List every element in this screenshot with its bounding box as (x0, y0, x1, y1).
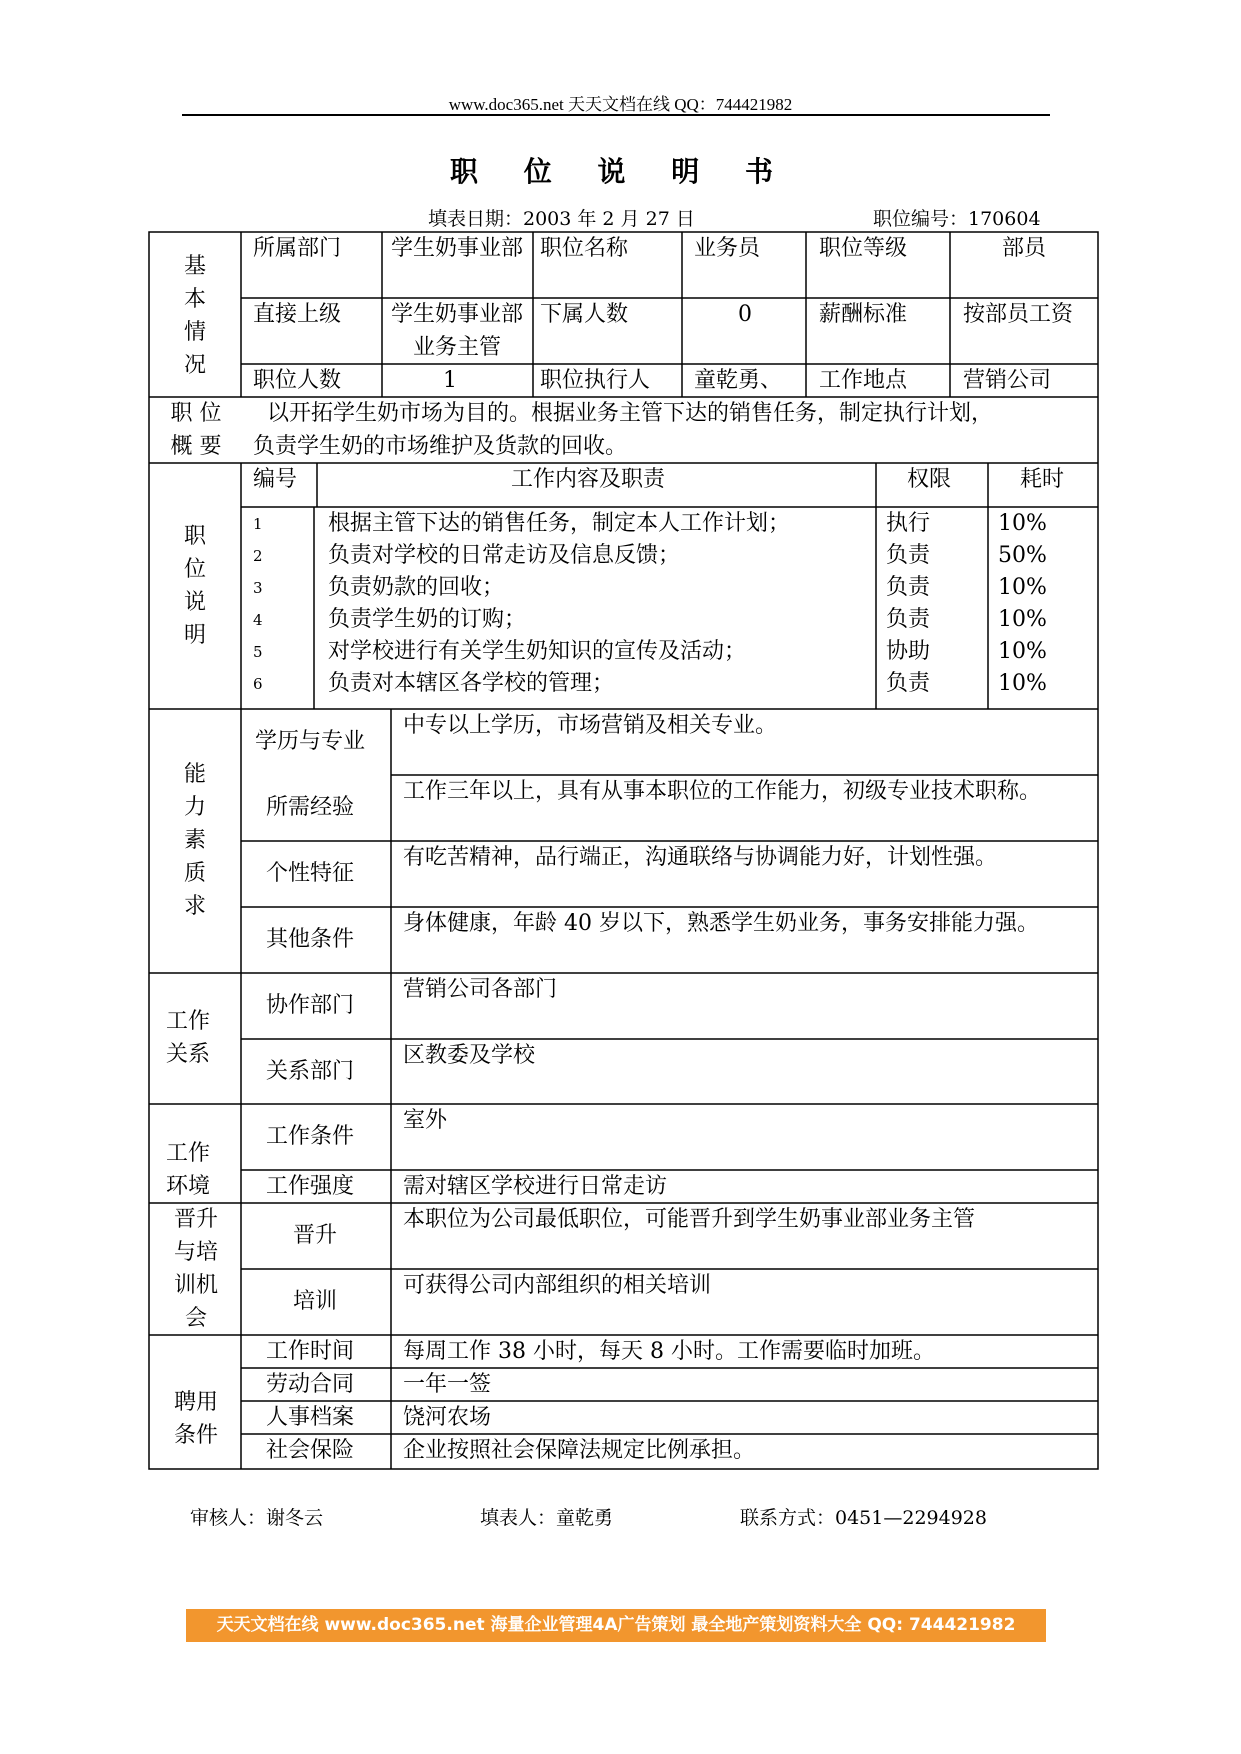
promotion-row-label: 晋升 (293, 1223, 338, 1248)
duty-no: 6 (253, 675, 263, 693)
ability-row-value: 工作三年以上，具有从事本职位的工作能力，初级专业技术职称。 (403, 779, 1042, 804)
environment-row-value: 需对辖区学校进行日常走访 (403, 1174, 668, 1199)
duty-content: 负责对本辖区各学校的管理； (328, 671, 615, 696)
salary-value: 按部员工资 (963, 302, 1074, 327)
promotion-label: 晋升与培训机会 (173, 1207, 218, 1331)
position-level-value: 部员 (1002, 236, 1047, 261)
summary-line-1: 以开拓学生奶市场为目的。根据业务主管下达的销售任务，制定执行计划， (267, 401, 994, 426)
duty-no: 4 (253, 611, 263, 629)
duties-header-time: 耗时 (1020, 467, 1065, 492)
duty-content: 负责学生奶的订购； (328, 607, 527, 632)
employment-row-label: 人事档案 (266, 1405, 355, 1430)
ability-row-label: 所需经验 (266, 795, 355, 820)
duty-time: 50% (998, 543, 1047, 568)
environment-row-label: 工作条件 (266, 1124, 355, 1149)
position-level-label: 职位等级 (819, 236, 908, 261)
ability-row-label: 其他条件 (266, 927, 355, 952)
duty-content: 对学校进行有关学生奶知识的宣传及活动； (328, 639, 747, 664)
duty-time: 10% (998, 607, 1047, 632)
location-value: 营销公司 (963, 368, 1052, 393)
form-filler: 填表人：童乾勇 (480, 1507, 614, 1529)
duty-content: 负责对学校的日常走访及信息反馈； (328, 543, 681, 568)
duty-authority: 执行 (886, 511, 931, 536)
duty-authority: 负责 (886, 671, 931, 696)
relations-row-label: 关系部门 (266, 1059, 355, 1084)
headcount-label: 职位人数 (253, 368, 342, 393)
employment-row-value: 每周工作 38 小时，每天 8 小时。工作需要临时加班。 (403, 1339, 935, 1364)
duty-no: 2 (253, 547, 263, 565)
footer-banner[interactable]: 天天文档在线 www.doc365.net 海量企业管理4A广告策划 最全地产策划资料大全 QQ: 744421982 (186, 1609, 1046, 1642)
position-name-value: 业务员 (694, 236, 761, 261)
subordinates-value: 0 (738, 302, 752, 327)
reviewer: 审核人：谢冬云 (190, 1507, 324, 1529)
duty-authority: 负责 (886, 575, 931, 600)
superior-value: 学生奶事业部业务主管 (390, 302, 523, 360)
employment-row-value: 一年一签 (403, 1372, 492, 1397)
page-header: www.doc365.net 天天文档在线 QQ：744421982 (448, 95, 793, 114)
headcount-value: 1 (443, 368, 457, 393)
summary-label: 职 位 概 要 (170, 401, 222, 459)
relations-label: 工作关系 (165, 1009, 210, 1067)
duties-header-no: 编号 (253, 467, 298, 492)
employment-row-label: 社会保险 (266, 1438, 355, 1463)
duty-content: 负责奶款的回收； (328, 575, 505, 600)
employment-row-value: 饶河农场 (403, 1405, 492, 1430)
duty-time: 10% (998, 575, 1047, 600)
duties-header-content: 工作内容及职责 (511, 467, 666, 492)
ability-row-value: 有吃苦精神，品行端正，沟通联络与协调能力好，计划性强。 (403, 845, 998, 870)
promotion-row-value: 本职位为公司最低职位，可能晋升到学生奶事业部业务主管 (403, 1207, 976, 1232)
promotion-row-label: 培训 (293, 1289, 338, 1314)
duties-label: 职位说明 (183, 524, 206, 648)
fill-date: 填表日期：2003 年 2 月 27 日 (428, 208, 695, 230)
employment-label: 聘用条件 (173, 1390, 218, 1448)
duty-time: 10% (998, 671, 1047, 696)
ability-row-value: 中专以上学历，市场营销及相关专业。 (403, 713, 778, 738)
employment-row-label: 劳动合同 (266, 1372, 355, 1397)
relations-row-value: 区教委及学校 (403, 1043, 536, 1068)
duty-content: 根据主管下达的销售任务，制定本人工作计划； (328, 511, 791, 536)
duty-authority: 负责 (886, 543, 931, 568)
relations-row-label: 协作部门 (266, 993, 355, 1018)
position-name-label: 职位名称 (540, 236, 629, 261)
duty-authority: 负责 (886, 607, 931, 632)
ability-row-label: 个性特征 (266, 861, 355, 886)
employment-row-value: 企业按照社会保障法规定比例承担。 (403, 1438, 756, 1463)
environment-row-label: 工作强度 (266, 1174, 355, 1199)
duty-no: 1 (253, 515, 263, 533)
superior-label: 直接上级 (253, 302, 342, 327)
relations-row-value: 营销公司各部门 (403, 977, 558, 1002)
document-title: 职 位 说 明 书 (450, 155, 791, 188)
environment-label: 工作环境 (165, 1141, 210, 1199)
duty-authority: 协助 (886, 639, 931, 664)
duty-no: 5 (253, 643, 263, 661)
location-label: 工作地点 (819, 368, 908, 393)
ability-row-label: 学历与专业 (255, 729, 366, 754)
executor-label: 职位执行人 (540, 368, 651, 393)
environment-row-value: 室外 (403, 1108, 448, 1133)
salary-label: 薪酬标准 (819, 302, 908, 327)
employment-row-label: 工作时间 (266, 1339, 355, 1364)
ability-label: 能力素质求 (183, 762, 206, 919)
promotion-row-value: 可获得公司内部组织的相关培训 (403, 1273, 712, 1298)
duty-time: 10% (998, 511, 1047, 536)
executor-value: 童乾勇、 (694, 368, 783, 393)
position-code: 职位编号：170604 (873, 208, 1041, 230)
basic-info-label: 基本情况 (183, 254, 206, 378)
duties-header-authority: 权限 (907, 467, 952, 492)
dept-value: 学生奶事业部 (390, 236, 523, 261)
dept-label: 所属部门 (253, 236, 342, 261)
duty-no: 3 (253, 579, 263, 597)
ability-row-value: 身体健康，年龄 40 岁以下，熟悉学生奶业务，事务安排能力强。 (403, 911, 1039, 936)
subordinates-label: 下属人数 (540, 302, 629, 327)
duty-time: 10% (998, 639, 1047, 664)
contact-info: 联系方式：0451—2294928 (740, 1507, 987, 1529)
summary-line-2: 负责学生奶的市场维护及货款的回收。 (253, 434, 628, 459)
